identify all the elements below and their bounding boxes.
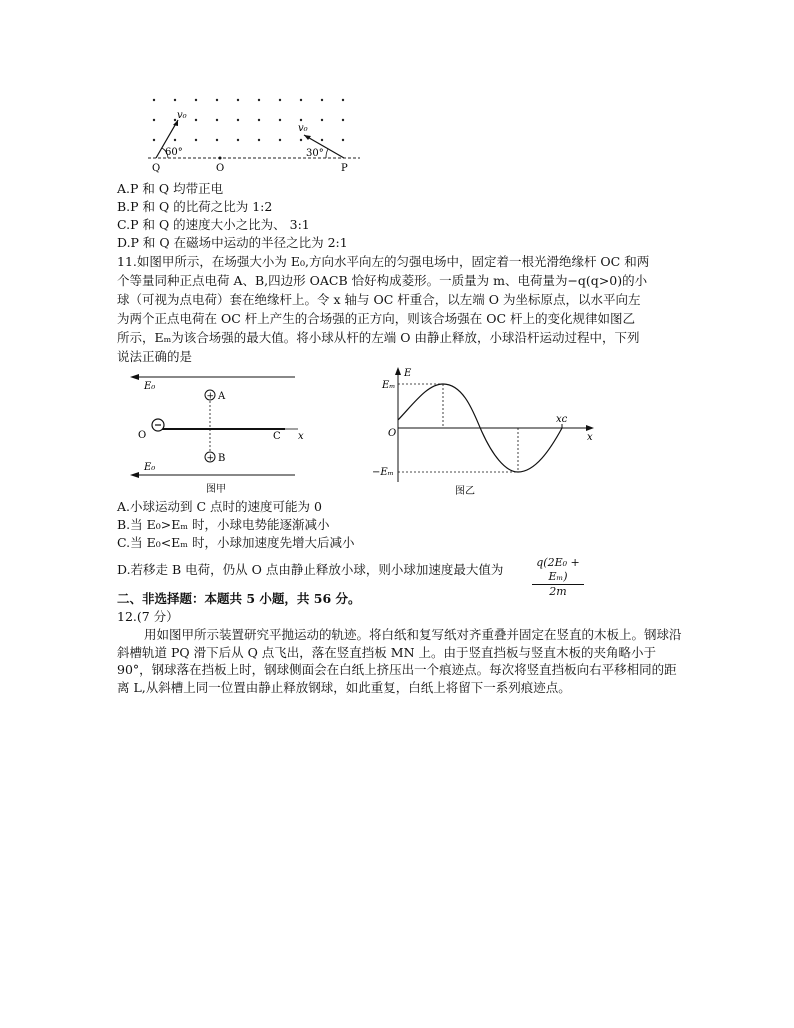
field-dot [321,99,323,101]
origin-point [219,157,222,160]
charge-b-label: B [218,453,226,464]
q11-line-4: 为两个正点电荷在 OC 杆上产生的合场强的正方向，则该合场强在 OC 杆上的变化规律如图乙 [117,311,636,326]
x-axis-label-yi: x [587,432,593,443]
em-label: Eₘ [382,380,396,391]
field-dot [195,119,197,121]
field-dot [237,99,239,101]
angle-30-label: 30° [306,148,324,159]
field-dot [153,119,155,121]
field-dot [342,139,344,141]
field-dot [279,119,281,121]
field-dot [279,139,281,141]
figure-yi [370,362,600,498]
caption-yi: 图乙 [455,486,475,497]
field-dot [237,139,239,141]
max-acceleration-formula [532,556,584,599]
caption-jia: 图甲 [206,484,226,495]
field-dot [216,99,218,101]
q11-line-1: 11.如图甲所示，在场强大小为 E₀,方向水平向左的匀强电场中，固定着一根光滑绝缘杆 OC 和两 [117,254,650,269]
q11-option-a: A.小球运动到 C 点时的速度可能为 0 [117,499,322,514]
field-dot [174,99,176,101]
x-label-jia: x [298,431,304,442]
figure-jia [120,368,320,496]
q11-line-6: 说法正确的是 [117,349,193,364]
formula-denominator: 2m [549,585,567,598]
q10-option-a: A.P 和 Q 均带正电 [117,181,224,196]
field-dot [174,119,176,121]
field-dot [342,119,344,121]
section2-heading: 二、非选择题：本题共 5 小题，共 56 分。 [117,591,361,606]
q12-body: 用如图甲所示装置研究平抛运动的轨迹。将白纸和复写纸对齐重叠并固定在竖直的木板上。钢球沿斜槽轨道 PQ 滑下后从 Q 点飞出，落在竖直挡板 MN 上。由于竖直挡板与竖直木板的夹角略小于 90°，钢球落在挡板上时，钢球侧面会在白纸上挤压出一个痕迹点。每次将竖直挡板向右平移相同的距离 L,从斜槽上同一位置由静止释放钢球，如此重复，白纸上将留下一系列痕迹点。 [117,627,682,695]
q-point-label: Q [152,163,161,174]
neg-em-label: −Eₘ [372,467,394,478]
o-point-label: O [216,163,225,174]
e0-bottom-label: E₀ [144,462,156,473]
field-dot [300,119,302,121]
q10-option-d: D.P 和 Q 在磁场中运动的半径之比为 2:1 [117,235,348,250]
q11-line-3: 球（可视为点电荷）套在绝缘杆上。令 x 轴与 OC 杆重合，以左端 O 为坐标原点，以水平向左 [117,292,641,307]
field-dot [279,99,281,101]
o-label-jia: O [138,430,147,441]
field-dot [195,139,197,141]
x-axis-arrowhead [586,425,594,431]
c-label-jia: C [273,431,281,442]
field-dot [195,99,197,101]
q11-line-2: 个等量同种正点电荷 A、B,四边形 OACB 恰好构成菱形。一质量为 m、电荷量为−q(q>0)的小 [117,273,648,288]
field-dot [216,119,218,121]
q11-option-d: D.若移走 B 电荷，仍从 O 点由静止释放小球，则小球加速度最大值为 [117,562,504,577]
v0-left-label: v₀ [177,110,187,121]
field-dot [321,119,323,121]
charge-a-sign: + [206,391,215,402]
field-dot [258,99,260,101]
e0-top-arrowhead [130,374,139,380]
origin-label-yi: O [388,428,397,439]
e-axis-label: E [404,368,412,379]
q10-option-b: B.P 和 Q 的比荷之比为 1:2 [117,199,273,214]
angle-60-label: 60° [165,147,183,158]
xc-label: xᴄ [556,414,568,425]
q11-line-5: 所示，Eₘ为该合场强的最大值。将小球从杆的左端 O 由静止释放，小球沿杆运动过程中，下列 [117,330,640,345]
field-dot [258,119,260,121]
formula-numerator: q(2E₀ + Eₘ) [532,556,584,585]
q11-option-b: B.当 E₀>Eₘ 时，小球电势能逐渐减小 [117,517,330,532]
p-point-label: P [341,163,348,174]
p-arrowhead [304,135,311,140]
field-dot [237,119,239,121]
field-dot [321,139,323,141]
field-dot [258,139,260,141]
e0-top-label: E₀ [144,381,156,392]
field-dot [300,99,302,101]
field-dot [342,99,344,101]
magnetic-field-figure [140,92,370,174]
q11-option-c: C.当 E₀<Eₘ 时，小球加速度先增大后减小 [117,535,355,550]
e-axis-arrowhead [395,367,401,375]
field-dot [153,99,155,101]
field-dot [300,139,302,141]
v0-right-label: v₀ [298,123,308,134]
charge-a-label: A [218,391,226,402]
charge-b-sign: + [206,453,215,464]
p-angle-arc [326,149,328,158]
q10-option-c: C.P 和 Q 的速度大小之比为、 3:1 [117,217,310,232]
e0-bottom-arrowhead [130,472,139,478]
q12-header: 12.(7 分） [117,609,179,624]
field-dot [216,139,218,141]
field-dot [174,139,176,141]
field-dot [153,139,155,141]
